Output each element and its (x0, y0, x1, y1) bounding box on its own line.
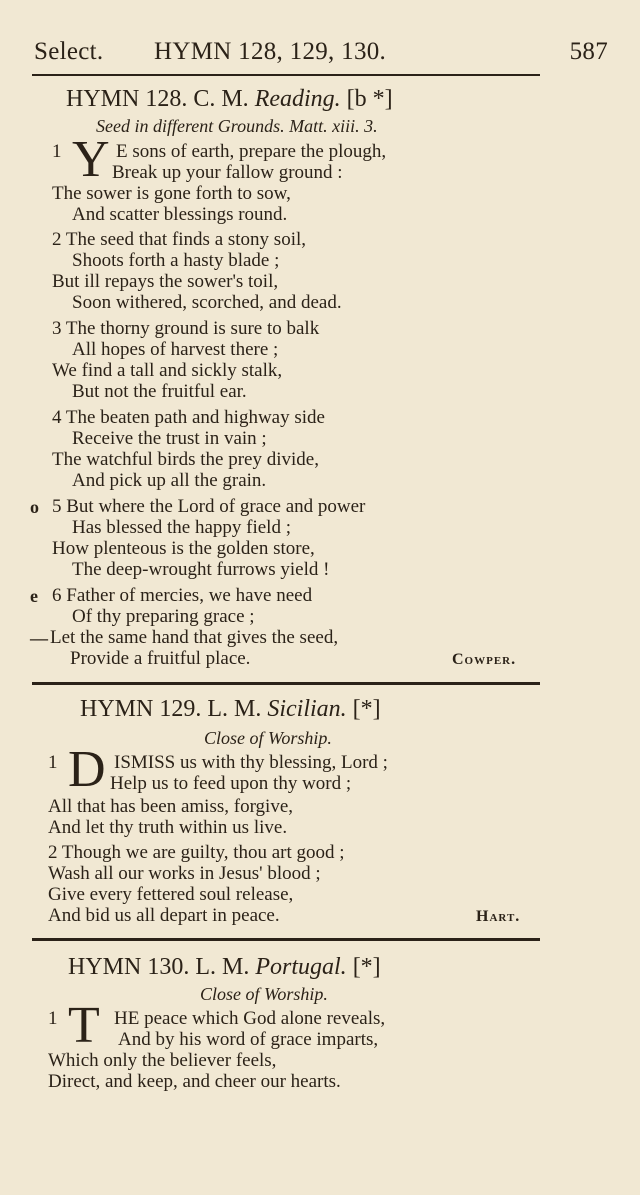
running-head-hymns: HYMN 128, 129, 130. (154, 38, 387, 65)
hymn-129-title (80, 696, 381, 723)
dynamic-mark-dash: — (30, 628, 48, 648)
hymn-128-line-19: How plenteous is the golden store, (52, 538, 315, 559)
hymn-128-line-5: 2 The seed that finds a stony soil, (52, 229, 307, 250)
hymn-128-line-16: And pick up all the grain. (72, 470, 267, 491)
hymn-129-author: Hart. (476, 908, 521, 925)
hymn-130-line-3: Which only the believer feels, (48, 1050, 277, 1071)
hymn-129-end-rule (32, 938, 540, 941)
hymn-128-verse-1-number: 1 (52, 141, 62, 162)
header-rule (32, 74, 540, 76)
page-number: 587 (569, 38, 608, 65)
hymn-128-line-7: But ill repays the sower's toil, (52, 271, 279, 292)
hymn-128-dropcap: Y (72, 131, 110, 188)
hymn-129-line-1: ISMISS us with thy blessing, Lord ; (114, 752, 388, 773)
hymn-128-line-4: And scatter blessings round. (72, 204, 288, 225)
hymn-128-subtitle: Seed in different Grounds. Matt. xiii. 3. (96, 116, 378, 136)
hymn-128-tune: Reading. (254, 86, 341, 112)
hymn-128-line-18: Has blessed the happy field ; (72, 517, 291, 538)
hymn-128-author: Cowper. (452, 651, 517, 668)
hymn-128-line-10: All hopes of harvest there ; (72, 339, 279, 360)
hymn-130-title (68, 954, 381, 981)
hymn-128-line-17: 5 But where the Lord of grace and power (52, 496, 366, 517)
hymn-130-verse-1-number: 1 (48, 1008, 58, 1029)
hymn-128-line-8: Soon withered, scorched, and dead. (72, 292, 342, 313)
hymn-128-bracket: [b *] (346, 86, 393, 112)
hymn-129-number-meter: HYMN 129. L. M. (80, 696, 262, 722)
hymn-129-line-2: Help us to feed upon thy word ; (110, 773, 352, 794)
hymn-129-bracket: [*] (352, 696, 381, 722)
hymn-130-line-1: HE peace which God alone reveals, (114, 1008, 386, 1029)
hymn-130-bracket: [*] (352, 954, 381, 980)
hymn-128-line-6: Shoots forth a hasty blade ; (72, 250, 280, 271)
hymn-129-line-6: Wash all our works in Jesus' blood ; (48, 863, 321, 884)
hymn-128-line-3: The sower is gone forth to sow, (52, 183, 291, 204)
hymn-128-line-14: Receive the trust in vain ; (72, 428, 267, 449)
hymn-128-line-12: But not the fruitful ear. (72, 381, 247, 402)
hymn-130-line-2: And by his word of grace imparts, (118, 1029, 379, 1050)
hymn-130-line-4: Direct, and keep, and cheer our hearts. (48, 1071, 341, 1092)
hymn-128-line-24: Provide a fruitful place. (70, 648, 251, 669)
hymn-128-line-23: Let the same hand that gives the seed, (50, 627, 339, 648)
dynamic-mark-e: e (30, 586, 38, 606)
hymn-128-line-1: E sons of earth, prepare the plough, (116, 141, 387, 162)
running-head-section: Select. (34, 38, 104, 65)
hymn-129-dropcap: D (68, 741, 106, 798)
hymn-128-line-20: The deep-wrought furrows yield ! (72, 559, 330, 580)
hymn-128-line-2: Break up your fallow ground : (112, 162, 343, 183)
hymn-130-tune: Portugal. (255, 954, 347, 980)
dynamic-mark-o: o (30, 497, 39, 517)
hymn-128-line-9: 3 The thorny ground is sure to balk (52, 318, 320, 339)
hymn-130-subtitle: Close of Worship. (200, 984, 328, 1004)
hymn-129-line-4: And let thy truth within us live. (48, 817, 288, 838)
hymn-129-subtitle: Close of Worship. (204, 728, 332, 748)
hymn-128-line-21: 6 Father of mercies, we have need (52, 585, 313, 606)
hymn-128-title (66, 86, 393, 113)
hymn-128-number-meter: HYMN 128. C. M. (66, 86, 249, 112)
hymn-128-line-11: We find a tall and sickly stalk, (52, 360, 283, 381)
hymn-128-line-22: Of thy preparing grace ; (72, 606, 255, 627)
hymn-129-line-5: 2 Though we are guilty, thou art good ; (48, 842, 345, 863)
hymn-130-dropcap: T (68, 997, 100, 1054)
hymn-128-line-13: 4 The beaten path and highway side (52, 407, 325, 428)
hymn-128-end-rule (32, 682, 540, 685)
hymn-129-verse-1-number: 1 (48, 752, 58, 773)
hymn-129-line-8: And bid us all depart in peace. (48, 905, 280, 926)
hymn-129-tune: Sicilian. (267, 696, 347, 722)
hymn-128-line-15: The watchful birds the prey divide, (52, 449, 319, 470)
hymn-129-line-3: All that has been amiss, forgive, (48, 796, 294, 817)
hymn-129-line-7: Give every fettered soul release, (48, 884, 294, 905)
hymn-130-number-meter: HYMN 130. L. M. (68, 954, 250, 980)
